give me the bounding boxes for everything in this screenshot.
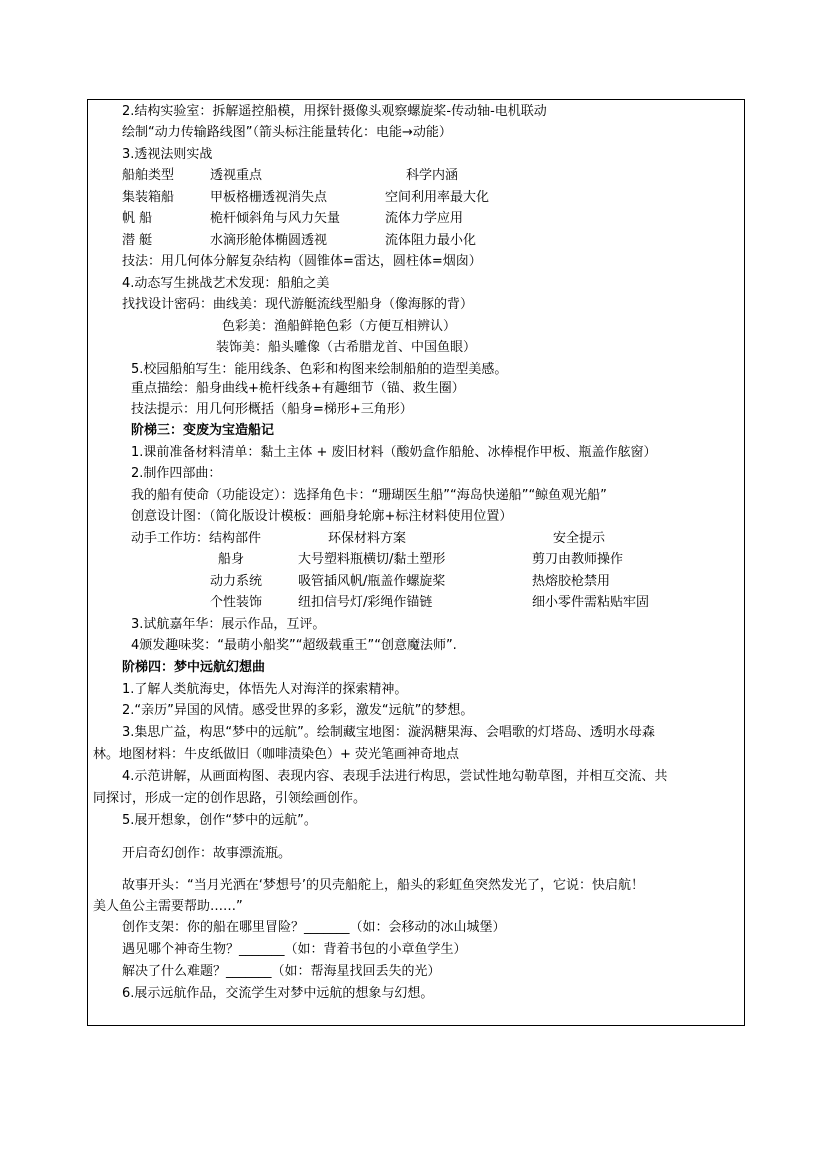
- table-cell: 动手工作坊：结构部件: [131, 531, 262, 546]
- table-cell: 个性装饰: [210, 595, 263, 610]
- table-cell: 安全提示: [553, 531, 606, 546]
- text-line: 遇见哪个神奇生物？_______（如：背着书包的小章鱼学生）: [122, 942, 467, 957]
- table-cell: 潜 艇: [122, 233, 153, 248]
- section-heading: 阶梯三：变废为宝造船记: [131, 423, 275, 438]
- text-line: 我的船有使命（功能设定）：选择角色卡：“珊瑚医生船”“海岛快递船”“鲸鱼观光船”: [131, 488, 607, 503]
- table-cell: 帆 船: [122, 211, 153, 226]
- table-cell: 空间利用率最大化: [385, 190, 490, 205]
- text-line: 5.校园船舶写生：能用线条、色彩和构图来绘制船舶的造型美感。: [131, 362, 508, 377]
- table-cell: 剪刀由教师操作: [532, 552, 624, 567]
- text-line: 美人鱼公主需要帮助……”: [93, 899, 243, 914]
- text-line: 创作支架：你的船在哪里冒险？_______（如：会移动的冰山城堡）: [122, 920, 506, 935]
- text-line: 2.“亲历”异国的风情。感受世界的多彩，激发“远航”的梦想。: [122, 703, 474, 718]
- text-line: 重点描绘：船身曲线+桅杆线条+有趣细节（锚、救生圈）: [131, 381, 465, 396]
- text-line: 5.展开想象，创作“梦中的远航”。: [122, 813, 317, 828]
- text-line: 4.示范讲解，从画面构图、表现内容、表现手法进行构思，尝试性地勾勒草图，并相互交流、共: [122, 769, 668, 784]
- table-cell: 动力系统: [210, 574, 263, 589]
- table-cell: 流体阻力最小化: [385, 233, 477, 248]
- text-line: 4.动态写生挑战艺术发现：船舶之美: [122, 276, 330, 291]
- text-line: 技法：用几何体分解复杂结构（圆锥体=雷达，圆柱体=烟囱）: [122, 254, 482, 269]
- text-line: 1.课前准备材料清单：黏土主体 + 废旧材料（酸奶盒作船舱、冰棒棍作甲板、瓶盖作舷窗）: [131, 445, 657, 460]
- text-line: 3.试航嘉年华：展示作品，互评。: [131, 617, 326, 632]
- table-cell: 大号塑料瓶横切/黏土塑形: [298, 552, 446, 567]
- table-cell: 船舶类型: [122, 168, 175, 183]
- table-cell: 甲板格栅透视消失点: [210, 190, 328, 205]
- text-line: 2.制作四部曲：: [131, 466, 222, 481]
- table-cell: 桅杆倾斜角与风力矢量: [210, 211, 341, 226]
- table-cell: 集装箱船: [122, 190, 175, 205]
- text-line: 故事开头：“当月光洒在‘梦想号’的贝壳船舵上，船头的彩虹鱼突然发光了，它说：快启航！: [122, 878, 645, 893]
- text-line: 技法提示：用几何形概括（船身=梯形+三角形）: [131, 402, 413, 417]
- table-cell: 环保材料方案: [328, 531, 407, 546]
- text-line: 林。地图材料：牛皮纸做旧（咖啡渍染色）+ 荧光笔画神奇地点: [93, 747, 460, 762]
- table-cell: 纽扣信号灯/彩绳作锚链: [298, 595, 433, 610]
- text-line: 2.结构实验室：拆解遥控船模，用探针摄像头观察螺旋桨-传动轴-电机联动: [122, 104, 547, 119]
- section-heading: 阶梯四：梦中远航幻想曲: [122, 660, 266, 675]
- table-cell: 透视重点: [210, 168, 263, 183]
- text-line: 同探讨，形成一定的创作思路，引领绘画创作。: [93, 791, 367, 806]
- text-line: 3.透视法则实战: [122, 147, 213, 162]
- text-line: 创意设计图：（简化版设计模板：画船身轮廓+标注材料使用位置）: [131, 509, 513, 524]
- text-line: 装饰美：船头雕像（古希腊龙首、中国鱼眼）: [216, 340, 477, 355]
- table-cell: 水滴形舱体椭圆透视: [210, 233, 328, 248]
- table-cell: 流体力学应用: [385, 211, 464, 226]
- text-line: 找找设计密码：曲线美：现代游艇流线型船身（像海豚的背）: [122, 297, 474, 312]
- table-cell: 船身: [218, 552, 245, 567]
- text-line: 绘制“动力传输路线图”（箭头标注能量转化：电能→动能）: [122, 125, 452, 140]
- text-line: 3.集思广益，构思“梦中的远航”。绘制藏宝地图：漩涡糖果海、会唱歌的灯塔岛、透明水母森: [122, 725, 655, 740]
- text-line: 解决了什么难题？_______（如：帮海星找回丢失的光）: [122, 964, 441, 979]
- text-line: 6.展示远航作品，交流学生对梦中远航的想象与幻想。: [122, 986, 434, 1001]
- table-cell: 热熔胶枪禁用: [532, 574, 611, 589]
- text-line: 1.了解人类航海史，体悟先人对海洋的探索精神。: [122, 682, 408, 697]
- text-line: 开启奇幻创作：故事漂流瓶。: [122, 846, 292, 861]
- table-cell: 科学内涵: [406, 168, 459, 183]
- text-line: 4颁发趣味奖：“最萌小船奖”“超级载重王”“创意魔法师”.: [131, 638, 457, 653]
- table-cell: 细小零件需粘贴牢固: [532, 595, 650, 610]
- table-cell: 吸管插风帆/瓶盖作螺旋桨: [298, 574, 446, 589]
- text-line: 色彩美：渔船鲜艳色彩（方便互相辨认）: [222, 319, 457, 334]
